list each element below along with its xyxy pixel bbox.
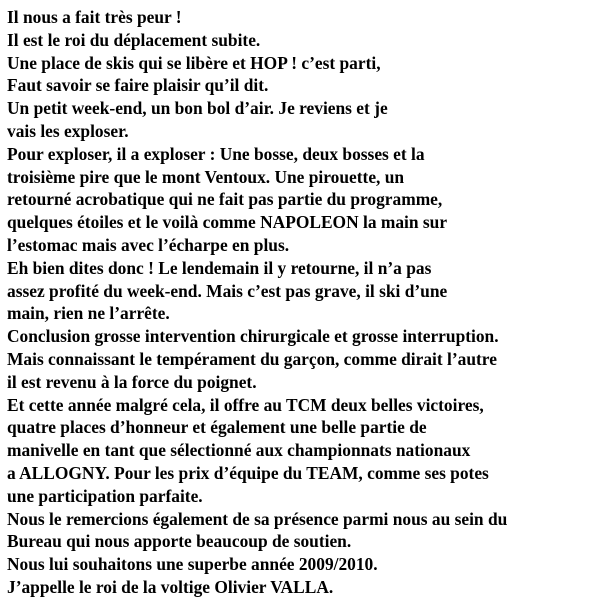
- text-line-24: Bureau qui nous apporte beaucoup de soutien.: [7, 531, 352, 552]
- text-line-25: Nous lui souhaitons une superbe année 2009/2010.: [7, 554, 378, 575]
- text-line-7: Pour exploser, il a exploser : Une bosse, deux bosses et la: [7, 143, 425, 164]
- text-line-13: assez profité du week-end. Mais c’est pas grave, il ski d’une: [7, 280, 448, 301]
- text-line-22: une participation parfaite.: [7, 485, 203, 506]
- text-line-23: Nous le remercions également de sa présence parmi nous au sein du: [7, 508, 508, 529]
- text-line-15: Conclusion grosse intervention chirurgicale et grosse interruption.: [7, 326, 499, 347]
- text-line-17: il est revenu à la force du poignet.: [7, 371, 257, 392]
- document-text: [7, 6, 597, 599]
- text-line-16: Mais connaissant le tempérament du garçon, comme dirait l’autre: [7, 348, 497, 369]
- text-line-18: Et cette année malgré cela, il offre au TCM deux belles victoires,: [7, 394, 484, 415]
- text-line-10: quelques étoiles et le voilà comme NAPOLEON la main sur: [7, 212, 448, 233]
- text-line-12: Eh bien dites donc ! Le lendemain il y retourne, il n’a pas: [7, 257, 432, 278]
- text-line-3: Une place de skis qui se libère et HOP ! c’est parti,: [7, 52, 381, 73]
- text-line-14: main, rien ne l’arrête.: [7, 303, 170, 324]
- text-line-2: Il est le roi du déplacement subite.: [7, 29, 261, 50]
- text-line-19: quatre places d’honneur et également une belle partie de: [7, 417, 427, 438]
- text-line-20: manivelle en tant que sélectionné aux championnats nationaux: [7, 440, 471, 461]
- text-line-1: Il nous a fait très peur !: [7, 7, 182, 27]
- text-line-8: troisième pire que le mont Ventoux. Une pirouette, un: [7, 166, 405, 187]
- text-line-21: a ALLOGNY. Pour les prix d’équipe du TEAM, comme ses potes: [7, 462, 489, 483]
- text-line-26: J’appelle le roi de la voltige Olivier VALLA.: [7, 576, 334, 597]
- text-line-6: vais les exploser.: [7, 120, 129, 141]
- text-line-5: Un petit week-end, un bon bol d’air. Je reviens et je: [7, 98, 388, 119]
- text-line-11: l’estomac mais avec l’écharpe en plus.: [7, 234, 290, 255]
- text-line-4: Faut savoir se faire plaisir qu’il dit.: [7, 75, 269, 96]
- text-line-9: retourné acrobatique qui ne fait pas partie du programme,: [7, 189, 443, 210]
